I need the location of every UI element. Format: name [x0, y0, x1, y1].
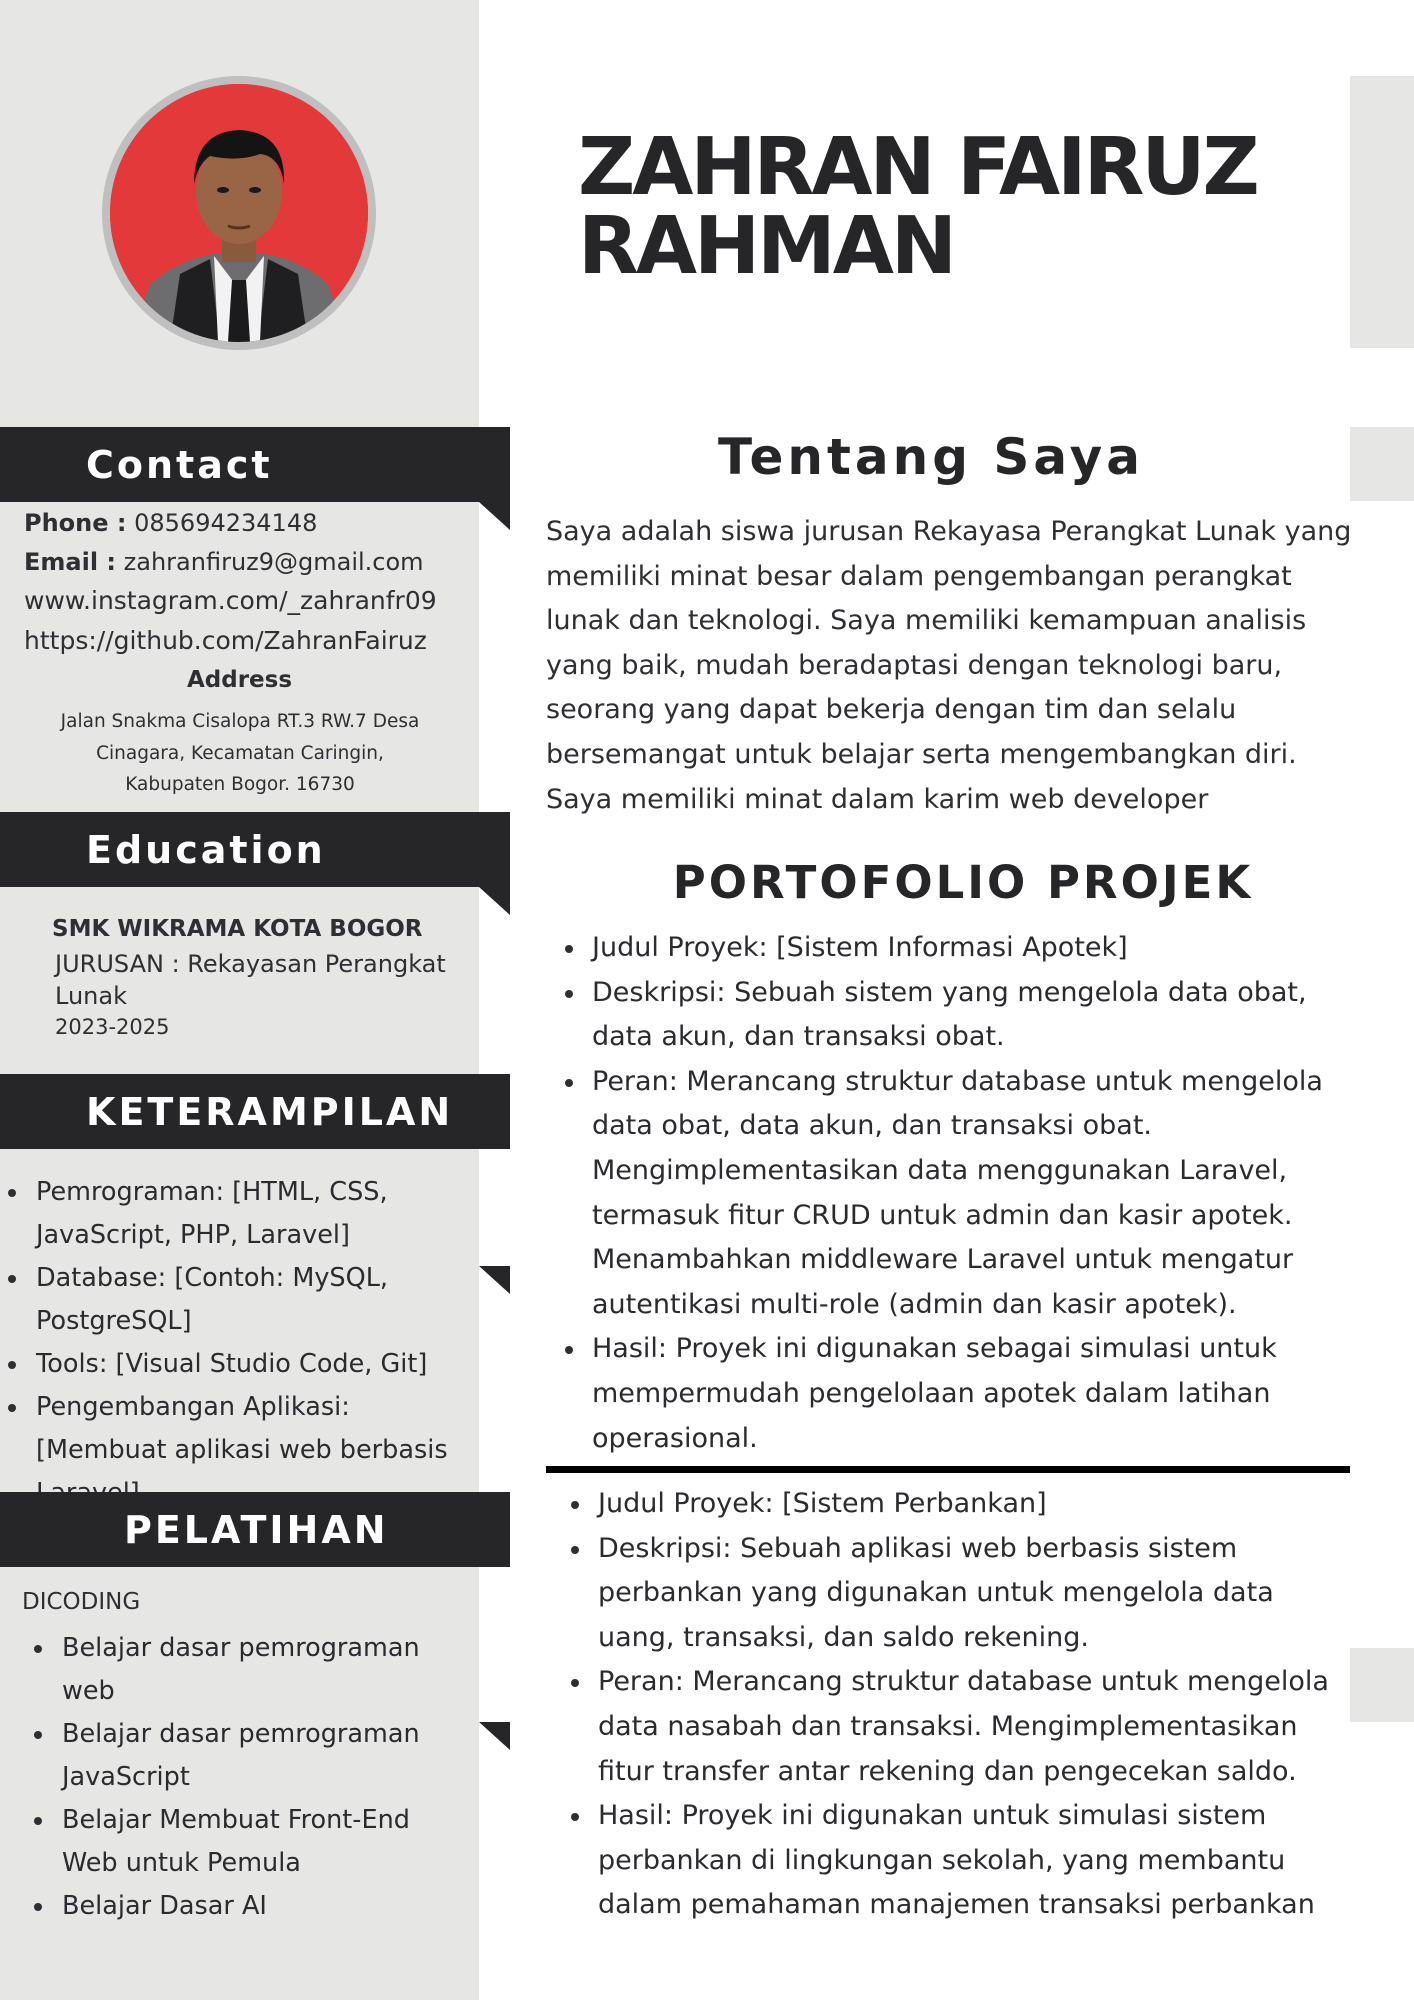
education-heading: Education: [86, 827, 326, 872]
email-label: Email :: [24, 548, 117, 576]
phone-label: Phone :: [24, 509, 127, 537]
training-list: [62, 1627, 442, 1928]
person-portrait-icon: [110, 84, 368, 342]
training-item: Belajar dasar pemrograman JavaScript: [62, 1713, 442, 1799]
contact-notch: [479, 502, 510, 530]
address-text: [40, 706, 440, 801]
about-text: Saya adalah siswa jurusan Rekayasa Perangkat Lunak yang memiliki minat besar dalam pengembangan perangkat lunak dan teknologi. Saya memiliki kemampuan analisis yang baik, mudah beradaptasi dengan teknologi baru, seorang yang dapat bekerja dengan tim dan selalu bersemangat untuk belajar serta mengembangkan diri. Saya memiliki minat dalam karim web developer: [546, 516, 1352, 815]
decor-block-mid: [1350, 427, 1414, 501]
phone-line: [24, 508, 317, 538]
training-item: Belajar Dasar AI: [62, 1885, 442, 1928]
project-1-item: Judul Proyek: [Sistem Informasi Apotek]: [592, 926, 1332, 971]
address-line-1: Jalan Snakma Cisalopa RT.3 RW.7 Desa: [60, 711, 420, 732]
project-2-list: [598, 1482, 1358, 1928]
major-line-1: JURUSAN : Rekayasan Perangkat: [55, 950, 446, 978]
training-heading-bar: [0, 1492, 510, 1567]
full-name: [578, 121, 1278, 292]
skill-item: Pemrograman: [HTML, CSS, JavaScript, PHP, Laravel]: [36, 1171, 476, 1257]
github-link[interactable]: https://github.com/ZahranFairuz: [24, 626, 427, 655]
project-2-item: Judul Proyek: [Sistem Perbankan]: [598, 1482, 1358, 1527]
training-item: Belajar dasar pemrograman web: [62, 1627, 442, 1713]
skill-item: Pengembangan Aplikasi: [Membuat aplikasi web berbasis: [36, 1386, 476, 1515]
skills-list: [36, 1171, 476, 1515]
project-1-item: Deskripsi: Sebuah sistem yang mengelola data obat, data akun, dan transaksi obat.: [592, 971, 1332, 1060]
phone-value: 085694234148: [134, 509, 318, 537]
training-provider: DICODING: [22, 1589, 141, 1615]
project-divider: [546, 1466, 1350, 1473]
school-name: SMK WIKRAMA KOTA BOGOR: [52, 916, 423, 942]
training-item: Belajar Membuat Front-End Web untuk Pemula: [62, 1799, 442, 1885]
email-line: [24, 547, 424, 577]
project-2-item: Hasil: Proyek ini digunakan untuk simulasi sistem perbankan di lingkungan sekolah, yang membantu dalam pemahaman manajemen transaksi perbankan: [598, 1794, 1358, 1928]
portfolio-heading: PORTOFOLIO PROJEK: [672, 856, 1254, 909]
address-line-2: Cinagara, Kecamatan Caringin,: [96, 742, 384, 764]
skill-item: Database: [Contoh: MySQL, PostgreSQL]: [36, 1257, 476, 1343]
profile-photo: [110, 84, 368, 342]
instagram-link[interactable]: www.instagram.com/_zahranfr09: [24, 586, 437, 615]
education-years: 2023-2025: [55, 1015, 170, 1039]
skills-heading: KETERAMPILAN: [86, 1089, 454, 1134]
education-heading-bar: [0, 812, 510, 887]
skills-heading-bar: [0, 1074, 510, 1149]
address-label: Address: [186, 667, 293, 693]
decor-block-top: [1350, 76, 1414, 348]
project-2-item: Peran: Merancang struktur database untuk mengelola data nasabah dan transaksi. Mengimplementasikan fitur transfer antar rekening dan pengecekan saldo.: [598, 1660, 1358, 1794]
skill-item: Tools: [Visual Studio Code, Git]: [36, 1343, 476, 1386]
contact-heading-bar: [0, 427, 510, 502]
email-value[interactable]: zahranfiruz9@gmail.com: [123, 548, 424, 576]
name-line-2: RAHMAN: [578, 200, 954, 292]
project-1-list: [592, 926, 1332, 1461]
decor-block-bottom: [1350, 1648, 1414, 1722]
profile-photo-frame: [102, 76, 376, 350]
training-notch: [479, 1722, 510, 1750]
project-2-item: Deskripsi: Sebuah aplikasi web berbasis sistem perbankan yang digunakan untuk mengelola data uang, transaksi, dan saldo rekening.: [598, 1527, 1358, 1661]
major-line-2: Lunak: [55, 982, 127, 1010]
about-heading: Tentang Saya: [718, 428, 1144, 486]
address-line-3: Kabupaten Bogor. 16730: [125, 774, 355, 795]
project-1-item: Peran: Merancang struktur database untuk mengelola data obat, data akun, dan transaksi obat. Mengimplementasikan data menggunakan Laravel, termasuk fitur CRUD untuk admin dan kasir apotek. Menambahkan middleware Laravel untuk mengatur autentikasi multi-role (admin dan kasir apotek).: [592, 1060, 1332, 1328]
name-line-1: ZAHRAN FAIRUZ: [578, 121, 1257, 213]
contact-heading: Contact: [86, 442, 273, 487]
skills-notch: [479, 1266, 510, 1294]
training-heading: PELATIHAN: [124, 1507, 389, 1552]
education-notch: [479, 887, 510, 915]
project-1-item: Hasil: Proyek ini digunakan sebagai simulasi untuk mempermudah pengelolaan apotek dalam latihan operasional.: [592, 1327, 1332, 1461]
